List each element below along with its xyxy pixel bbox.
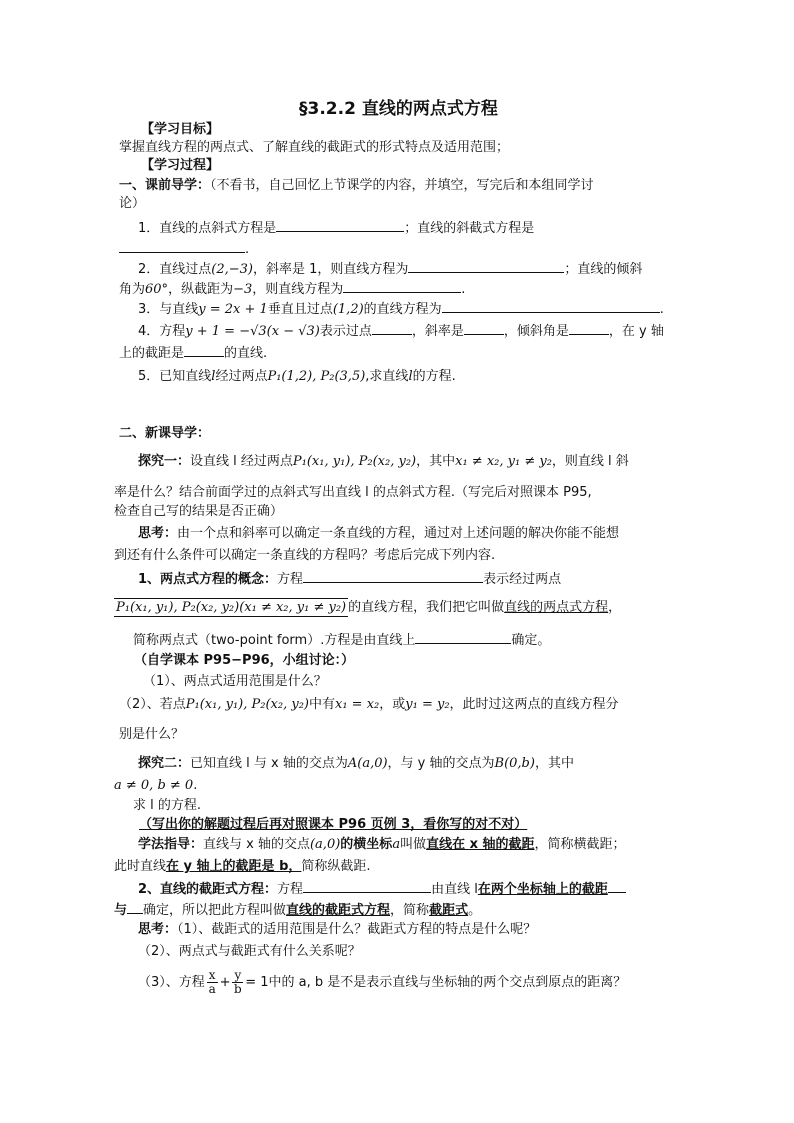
fraction-y-num: y xyxy=(234,968,242,982)
fraction-x-over-a xyxy=(207,969,218,996)
q5-text: 5．已知直线 xyxy=(138,369,212,384)
explore-2-condition: a ≠ 0, b ≠ 0 xyxy=(114,778,194,793)
q3-text-2: 垂直且过点 xyxy=(267,302,333,317)
method-guide-line-2 xyxy=(114,858,371,876)
explore-1-line-3: 检查自己写的结果是否正确） xyxy=(114,504,284,519)
explore-1-text: 设直线 l 经过两点 xyxy=(190,454,293,469)
q3-period: . xyxy=(659,302,664,317)
concept-2-text-4: 确定，所以把此方程叫做 xyxy=(143,903,287,918)
concept-2-text-2: 由直线 l xyxy=(431,882,478,897)
discussion-q2-text-4: ，此时过这两点的直线方程分 xyxy=(449,697,619,712)
q3-text-3: 的直线方程为 xyxy=(363,302,442,317)
q2-blank-1[interactable] xyxy=(408,260,564,273)
discussion-q2 xyxy=(119,696,619,714)
q1-period: . xyxy=(245,242,250,257)
q1-text: 1．直线的点斜式方程是 xyxy=(138,221,277,236)
think-1-label: 思考： xyxy=(138,526,178,541)
concept-2-blank-equation[interactable] xyxy=(303,880,431,893)
concept-2-label: 2、直线的截距式方程： xyxy=(138,882,278,897)
self-study-note: （自学课本 P95−P96，小组讨论：） xyxy=(134,653,355,668)
method-guide-text: 直线与 x 轴的交点 xyxy=(203,837,310,852)
explore-2-point-a: A(a,0) xyxy=(347,756,388,771)
concept-1-term: 直线的两点式方程 xyxy=(504,600,609,615)
explore-1-text-3: ，则直线 l 斜 xyxy=(551,454,629,469)
explore-1-text-2: ，其中 xyxy=(416,454,456,469)
q3-text: 3．与直线 xyxy=(138,302,199,317)
discussion-q2-text: （2）、若点 xyxy=(119,697,186,712)
discussion-q2-points: P₁(x₁, y₁), P₂(x₂, y₂) xyxy=(185,697,309,712)
concept-2-text-5: ，简称 xyxy=(390,903,430,918)
q2-blank-2[interactable] xyxy=(343,280,461,293)
method-guide-a: a xyxy=(392,837,401,852)
concept-1-label: 1、两点式方程的概念： xyxy=(138,572,278,587)
q5-points: P₁(1,2), P₂(3,5) xyxy=(267,369,366,384)
fraction-a-den: a xyxy=(208,982,216,996)
method-guide-y-intercept: 在 y 轴上的截距是 b， xyxy=(166,859,302,874)
concept-2 xyxy=(138,880,626,899)
discussion-q2-line-2: 别是什么？ xyxy=(119,727,185,742)
q5-text-3: ,求直线 xyxy=(365,369,409,384)
q5-text-4: 的方程. xyxy=(412,369,456,384)
explore-1 xyxy=(138,453,629,471)
method-guide-text-3: 叫做 xyxy=(400,837,427,852)
think-1 xyxy=(138,525,619,543)
fraction-y-over-b xyxy=(232,969,243,996)
explore-2-note: （写出你的解题过程后再对照课本 P96 页例 3，看你写的对不对） xyxy=(139,817,528,832)
q4-blank-point[interactable] xyxy=(372,322,412,335)
fraction-x-num: x xyxy=(208,968,216,982)
concept-1-text: 方程 xyxy=(277,572,304,587)
method-guide-label: 学法指导： xyxy=(138,837,204,852)
method-guide-point: (a,0) xyxy=(309,837,341,852)
concept-1-line-3 xyxy=(133,631,550,650)
method-guide-x-intercept: 直线在 x 轴的截距 xyxy=(426,837,535,852)
concept-1-line-2 xyxy=(114,599,621,617)
explore-2-text: 已知直线 l 与 x 轴的交点为 xyxy=(190,756,348,771)
q2-text-6: ，则直线方程为 xyxy=(252,282,344,297)
q2-point: (2,−3) xyxy=(211,262,253,277)
section1-instruction-end: 论） xyxy=(119,196,146,211)
explore-1-label: 探究一： xyxy=(138,454,191,469)
equals-one: = 1 xyxy=(245,975,269,990)
explore-2-point-b: B(0,b) xyxy=(494,756,535,771)
section1-header: 一、课前导学： xyxy=(119,178,211,193)
explore-2-label: 探究二： xyxy=(138,756,191,771)
method-guide-text-6: 简称纵截距. xyxy=(301,859,371,874)
discussion-q2-text-3: ，或 xyxy=(379,697,406,712)
concept-1-blank-equation[interactable] xyxy=(303,570,483,583)
q4-text-7: 的直线. xyxy=(224,346,268,361)
concept-1 xyxy=(138,570,561,589)
q3-equation: y = 2x + 1 xyxy=(198,302,268,317)
question-2 xyxy=(138,260,642,279)
think-2-q3-text-2: 中的 a, b 是不是表示直线与坐标轴的两个交点到原点的距离？ xyxy=(268,975,627,990)
q2-angle: 60° xyxy=(145,282,169,297)
q1-blank-point-slope[interactable] xyxy=(276,219,404,232)
think-2-label: 思考： xyxy=(138,922,178,937)
think-2-q3-text: （3）、方程 xyxy=(138,975,205,990)
q4-blank-angle[interactable] xyxy=(569,322,609,335)
concept-2-blank-2[interactable] xyxy=(127,901,143,914)
question-5 xyxy=(138,368,456,386)
section2-header: 二、新课导学： xyxy=(119,426,211,441)
q2-text-4: 角为 xyxy=(119,282,146,297)
q2-text: 2．直线过点 xyxy=(138,262,212,277)
think-2-q1-text: （1）、截距式的适用范围是什么？截距式方程的特点是什么呢？ xyxy=(177,922,537,937)
explore-2-text-2: ，与 y 轴的交点为 xyxy=(387,756,495,771)
method-guide xyxy=(138,836,626,854)
explore-2-period: . xyxy=(193,778,198,793)
q5-line-l: l xyxy=(211,369,216,384)
q2-text-5: ，纵截距为 xyxy=(168,282,234,297)
concept-2-line-2 xyxy=(114,901,481,920)
explore-2-text-3: ，其中 xyxy=(534,756,574,771)
think-2-q1 xyxy=(138,921,536,939)
fraction-b-den: b xyxy=(234,982,242,996)
goal-text: 掌握直线方程的两点式、了解直线的截距式的形式特点及适用范围； xyxy=(119,140,510,155)
explore-2 xyxy=(138,755,574,773)
q3-blank[interactable] xyxy=(442,300,660,313)
concept-1-text-3: 的直线方程，我们把它叫做 xyxy=(348,600,505,615)
concept-2-term: 直线的截距式方程 xyxy=(286,903,391,918)
explore-1-condition: x₁ ≠ x₂, y₁ ≠ y₂ xyxy=(455,454,552,469)
section1-header-line xyxy=(119,177,594,195)
concept-1-text-4: 简称两点式（two-point form）.方程是由直线上 xyxy=(133,633,416,648)
concept-2-axis-intercepts: 在两个坐标轴上的截距 xyxy=(477,882,608,897)
concept-2-text-3: 与 xyxy=(114,903,128,918)
think-1-text: 由一个点和斜率可以确定一条直线的方程，通过对上述问题的解决你能不能想 xyxy=(177,526,620,541)
concept-2-period: 。 xyxy=(468,903,482,918)
question-2-cont xyxy=(119,280,465,299)
q2-text-3: ；直线的倾斜 xyxy=(564,262,643,277)
discussion-q2-text-2: 中有 xyxy=(308,697,335,712)
concept-2-short: 截距式 xyxy=(429,903,469,918)
q2-intercept: −3 xyxy=(233,282,253,297)
q4-text-3: ，斜率是 xyxy=(411,324,464,339)
q3-point: (1,2) xyxy=(332,302,364,317)
q5-text-2: 经过两点 xyxy=(215,369,268,384)
q5-line-l-2: l xyxy=(408,369,413,384)
section1-instruction: （不看书，自己回忆上节课学的内容，并填空，写完后和本组同学讨 xyxy=(210,178,594,193)
concept-1-text-5: 确定。 xyxy=(511,633,551,648)
q4-text-6: 上的截距是 xyxy=(119,346,185,361)
explore-1-line-2: 率是什么？结合前面学过的点斜式写出直线 l 的点斜式方程.（写完后对照课本 P95, xyxy=(114,485,592,500)
question-1 xyxy=(138,219,534,238)
think-2-q2: （2）、两点式与截距式有什么关系呢？ xyxy=(138,944,361,959)
goal-header: 【学习目标】 xyxy=(141,122,220,137)
concept-1-points: P₁(x₁, y₁), P₂(x₂, y₂)(x₁ ≠ x₂, y₁ ≠ y₂) xyxy=(116,600,347,615)
concept-2-text: 方程 xyxy=(277,882,304,897)
question-1-cont xyxy=(119,240,249,259)
q4-text-2: 表示过点 xyxy=(319,324,372,339)
page-title: §3.2.2 直线的两点式方程 xyxy=(299,99,498,119)
discussion-q2-cond-1: x₁ = x₂ xyxy=(335,697,380,712)
discussion-q2-cond-2: y₁ = y₂ xyxy=(405,697,450,712)
q1-text-2: ；直线的斜截式方程是 xyxy=(404,221,535,236)
concept-2-blank-1[interactable] xyxy=(608,880,626,893)
process-header: 【学习过程】 xyxy=(141,158,220,173)
concept-1-comma: ， xyxy=(608,600,622,615)
q4-blank-slope[interactable] xyxy=(464,322,504,335)
explore-2-line-3: 求 l 的方程. xyxy=(133,798,202,813)
q4-blank-intercept[interactable] xyxy=(184,344,224,357)
method-guide-text-2: 的横坐标 xyxy=(340,837,393,852)
concept-1-text-2: 表示经过两点 xyxy=(483,572,562,587)
question-3 xyxy=(138,300,664,319)
q4-text-4: ，倾斜角是 xyxy=(503,324,569,339)
q2-text-2: ，斜率是 1，则直线方程为 xyxy=(253,262,409,277)
q1-blank-slope-intercept[interactable] xyxy=(119,240,245,253)
concept-1-blank-determined[interactable] xyxy=(415,631,511,644)
think-2-q3 xyxy=(138,968,626,998)
q4-text-5: ，在 y 轴 xyxy=(608,324,664,339)
question-4 xyxy=(138,322,664,341)
explore-2-line-2 xyxy=(114,777,197,795)
plus-sign: + xyxy=(219,975,231,990)
q2-period: . xyxy=(461,282,466,297)
q4-text: 4．方程 xyxy=(138,324,186,339)
q4-equation: y + 1 = −√3(x − √3) xyxy=(185,324,320,339)
think-1-line-2: 到还有什么条件可以确定一条直线的方程吗？考虑后完成下列内容. xyxy=(114,548,496,563)
question-4-cont xyxy=(119,344,267,363)
explore-1-points: P₁(x₁, y₁), P₂(x₂, y₂) xyxy=(292,454,417,469)
method-guide-text-4: ，简称横截距； xyxy=(534,837,626,852)
discussion-q1: （1）、两点式适用范围是什么？ xyxy=(143,674,327,689)
method-guide-text-5: 此时直线 xyxy=(114,859,167,874)
